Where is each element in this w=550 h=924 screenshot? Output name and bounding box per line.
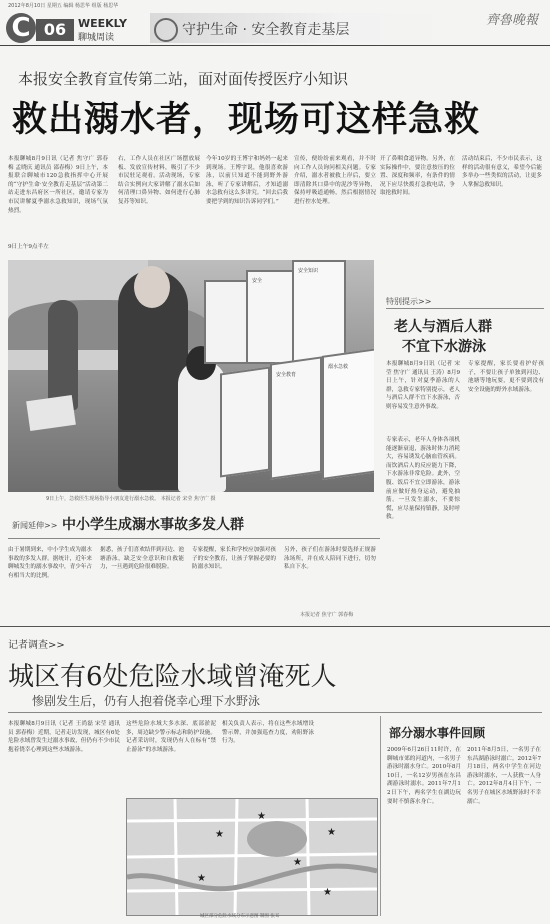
danger-col-1: 本报聊城8月9日讯（记者 王尚磊 宋莹 通讯员 郭春梅）近期，记者走访发现，城区有6处危险水域曾发生过溺水事故，但仍有不少市民抱着侥幸心理到这些水域游泳。 bbox=[8, 721, 120, 753]
danger-subtitle: 惨剧发生后，仍有人抱着侥幸心理下水野泳 bbox=[32, 694, 261, 708]
board-text-3: 溺水急救 bbox=[328, 364, 349, 370]
side-label: 特别提示>> bbox=[386, 297, 432, 306]
map-road-v2 bbox=[235, 799, 237, 915]
lead-headline: 救出溺水者，现场可这样急救 bbox=[12, 99, 481, 140]
timeline-col-2: 2011年8月5日，一名男子在东昌湖游泳时溺亡。2012年7月18日，两名中学生在河边游泳时溺水，一人获救一人身亡。2012年8月4日下午，一名男子在城区水域野泳时不幸溺亡。 bbox=[467, 747, 541, 805]
lead-col-2: 右，工作人员在社区广场摆放展板、发放宣传材料，吸引了不少市民驻足观看。活动现场，专家结合实例向大家讲解了溺水后如何清理口鼻异物、如何进行心肺复苏等知识。 bbox=[118, 156, 200, 205]
lead-col-5: 开了鼻咽食道异物。另外，在实际操作中，要注意按压的位置、深度和频率，有条件的情况下应尽快拨打急救电话，争取抢救时间。 bbox=[380, 156, 455, 197]
lead-photo bbox=[8, 260, 374, 492]
lead-col-1b: 9日上午9点半左 bbox=[8, 244, 49, 250]
page-number: 06 bbox=[36, 19, 74, 41]
side-title-1: 老人与酒后人群 bbox=[394, 319, 492, 335]
header bbox=[0, 0, 550, 46]
map-road-v1 bbox=[175, 799, 177, 915]
map-star-4: ★ bbox=[197, 873, 206, 884]
side-title-2: 不宜下水游泳 bbox=[402, 339, 486, 355]
kids-col-4: 另外，孩子们在游泳时要选择正规游泳场所，并在成人陪同下进行，切勿私自下水。 bbox=[284, 547, 376, 571]
display-board-1 bbox=[204, 280, 248, 364]
map-road-h1 bbox=[127, 819, 377, 821]
section-badge bbox=[6, 13, 36, 43]
timeline-col-1: 2009年6月26日11时许，在聊城市郊的河道内，一名男子游泳时溺水身亡。2010年8月10日，一名12岁男孩在东昌湖游泳时溺水。2011年7月12日下午，两名学生在湖边玩耍时不慎落水身亡。 bbox=[387, 747, 461, 805]
masthead: 齊魯晚報 bbox=[486, 13, 539, 28]
map-star-5: ★ bbox=[327, 827, 336, 838]
danger-col-2: 这些危险水域大多水深、底部淤泥多，周边缺少警示标志和防护设施。记者采访时，发现仍有人在标有“禁止游泳”的水域游泳。 bbox=[126, 721, 216, 753]
banner-strip bbox=[150, 13, 470, 43]
weekly-label: WEEKLY bbox=[78, 17, 127, 30]
kids-col-3: 专家提醒，家长和学校应加强对孩子的安全教育，让孩子掌握必要的防溺水知识。 bbox=[192, 547, 276, 571]
banner-title: 守护生命 · 安全教育走基层 bbox=[182, 22, 350, 38]
map-road-h3 bbox=[127, 889, 377, 891]
map-road-v3 bbox=[307, 799, 309, 915]
section-letter: C bbox=[11, 13, 31, 43]
map-star-2: ★ bbox=[257, 811, 266, 822]
map-lake bbox=[247, 821, 307, 857]
board-text-2: 安全教育 bbox=[276, 372, 297, 378]
danger-label: 记者调查>> bbox=[8, 640, 65, 651]
kids-col-2: 据悉，孩子们喜欢结伴到河边、池塘游泳，缺乏安全意识和自救能力，一旦遇到危险很难脱险。 bbox=[100, 547, 184, 571]
map-star-1: ★ bbox=[215, 829, 224, 840]
timeline-title: 部分溺水事件回顾 bbox=[389, 726, 486, 740]
side-body-3: 专家提醒，家长要看护好孩子，不要让孩子单独到河边、池塘等地玩耍，更不要到没有安全设施的野外水域游泳。 bbox=[468, 361, 544, 393]
person-man-head bbox=[134, 266, 170, 308]
lead-col-3: 今年10岁的王博宇和妈妈一起来到现场。王博宇说，他很喜欢游泳，以前只知道不能到野外游泳，听了专家讲解后，才知道溺水急救有这么多讲究。“回去后我要把学到的知识告诉同学们。” bbox=[206, 156, 288, 205]
map-star-3: ★ bbox=[293, 857, 302, 868]
display-board-3 bbox=[292, 260, 346, 364]
person-woman bbox=[48, 300, 78, 410]
photo-caption: 9日上午，急救医生现场指导小朋友进行溺水急救。 本报记者 宋莹 焦守广 摄 bbox=[46, 496, 216, 502]
kids-label: 新闻延伸>> bbox=[12, 521, 58, 530]
map-svg bbox=[127, 799, 377, 915]
kids-title: 中小学生成溺水事故多发人群 bbox=[62, 517, 244, 533]
lead-col-6: 活动结束后，不少市民表示，这样的活动很有意义，希望今后能多举办一些类似的活动，让更多人掌握急救知识。 bbox=[462, 156, 542, 188]
danger-map bbox=[126, 798, 378, 916]
side-body-2: 专家表示，老年人身体各项机能逐渐衰退，游泳时体力消耗大，容易诱发心脑血管疾病。而饮酒后人的反应能力下降，下水游泳非常危险。此外，空腹、饭后不宜立即游泳，游泳前应做好热身运动，避免抽筋。一旦发生溺水，不要惊慌，应尽量保持镇静，及时呼救。 bbox=[386, 437, 460, 521]
side-body-1: 本报聊城8月9日讯（记者 宋莹 焦守广 通讯员 王涛）8月9日上午，针对夏季游泳的人群，急救专家特别提示，老人与酒后人群不宜下水游泳，否则容易发生意外事故。 bbox=[386, 361, 460, 410]
display-board-4 bbox=[220, 366, 270, 477]
weekly-cn: 聊城周读 bbox=[78, 33, 115, 43]
timeline-box bbox=[380, 716, 545, 916]
kids-col-1: 由于暑期到来，中小学生成为溺水事故的多发人群。据统计，近年来聊城发生的溺水事故中，青少年占有相当大的比例。 bbox=[8, 547, 92, 579]
map-star-6: ★ bbox=[323, 887, 332, 898]
issue-meta: 2012年8月10日 星期五 编辑 杨思华 组版 杨思华 bbox=[8, 3, 119, 9]
banner-icon bbox=[154, 18, 178, 42]
pamphlet bbox=[26, 395, 76, 431]
danger-title: 城区有6处危险水域曾淹死人 bbox=[8, 662, 337, 692]
board-text-1: 安全知识 bbox=[298, 268, 319, 274]
lead-col-1: 本报聊城8月9日讯（记者 焦守广 郭春梅 孟晓庆 通讯员 邵春梅）9日上午，本报联合聊城市120急救指挥中心开展的“守护生命·安全教育走基层”活动第二站走进东昌府区一所社区，邀请专家为市民讲解夏季溺水急救知识，现场气氛热烈。 bbox=[8, 156, 108, 214]
map-caption: 城区部分危险水域分布示意图 制图 张耳 bbox=[200, 914, 280, 919]
lead-col-4: 宣传，便纷纷前来观看，并不时向工作人员询问相关问题。专家介绍，溺水者被救上岸后，要立即清除其口鼻中的泥沙等异物，保持呼吸道通畅，然后根据情况进行控水处理。 bbox=[294, 156, 376, 205]
kids-byline: 本报记者 焦守广 郭春梅 bbox=[300, 612, 354, 618]
lead-kicker: 本报安全教育宣传第二站，面对面传授医疗小知识 bbox=[18, 70, 349, 88]
danger-col-3: 相关负责人表示，将在这些水域增设警示牌，并加强巡查力度，劝阻野泳行为。 bbox=[222, 721, 314, 745]
board-text-4: 安全 bbox=[252, 278, 263, 284]
